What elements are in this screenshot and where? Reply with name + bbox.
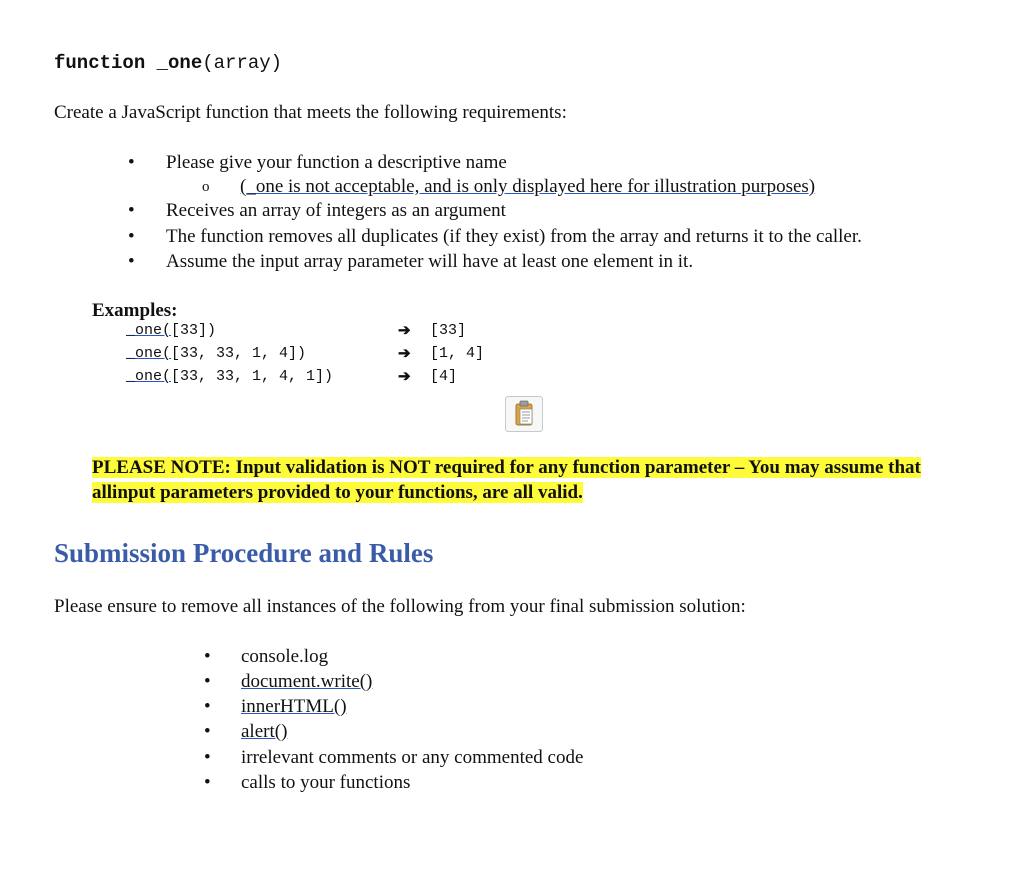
bullet-dot: • xyxy=(128,251,135,272)
example-args: [33, 33, 1, 4]) xyxy=(171,345,307,362)
bullet-dot: • xyxy=(204,747,211,768)
function-signature xyxy=(54,52,282,74)
clipboard-icon[interactable] xyxy=(505,396,543,432)
remove-item-text: alert() xyxy=(241,721,288,742)
arrow-icon: ➔ xyxy=(398,346,411,362)
remove-item: irrelevant comments or any commented code xyxy=(241,747,584,768)
arrow-icon: ➔ xyxy=(398,369,411,385)
example-fn: _one( xyxy=(126,345,172,362)
bullet-dot: • xyxy=(204,696,211,717)
input-validation-note xyxy=(92,455,1002,505)
requirement-item: The function removes all duplicates (if they exist) from the array and returns it to the caller. xyxy=(166,226,862,247)
bullet-dot: • xyxy=(204,721,211,742)
remove-item xyxy=(241,695,347,719)
example-row xyxy=(126,344,306,364)
bullet-dot: • xyxy=(204,671,211,692)
examples-title: Examples: xyxy=(92,300,178,321)
example-row xyxy=(126,321,216,341)
signature-params: (array) xyxy=(202,52,283,74)
example-args: [33]) xyxy=(171,322,217,339)
ensure-text: Please ensure to remove all instances of the following from your final submission solution: xyxy=(54,596,746,617)
bullet-dot: • xyxy=(128,200,135,221)
remove-item: calls to your functions xyxy=(241,772,411,793)
bullet-dot: • xyxy=(204,772,211,793)
bullet-dot: • xyxy=(128,152,135,173)
section-heading: Submission Procedure and Rules xyxy=(54,538,434,568)
note-line-1: PLEASE NOTE: Input validation is NOT required for any function parameter – You may assume that xyxy=(92,457,921,478)
requirement-subitem-text: (_one is not acceptable, and is only displayed here for illustration purposes) xyxy=(240,176,816,197)
example-fn: _one( xyxy=(126,322,172,339)
intro-text: Create a JavaScript function that meets the following requirements: xyxy=(54,102,567,123)
example-result: [33] xyxy=(430,322,467,339)
example-result: [1, 4] xyxy=(430,345,485,362)
signature-keyword: function xyxy=(54,52,146,74)
note-line-2: allinput parameters provided to your functions, are all valid. xyxy=(92,482,583,503)
requirement-subitem xyxy=(240,175,815,199)
requirement-item: Please give your function a descriptive name xyxy=(166,152,507,173)
arrow-icon: ➔ xyxy=(398,323,411,339)
requirement-item: Receives an array of integers as an argument xyxy=(166,200,506,221)
example-args: [33, 33, 1, 4, 1]) xyxy=(171,368,334,385)
bullet-dot: • xyxy=(204,646,211,667)
remove-item-text: innerHTML() xyxy=(241,696,347,717)
remove-item-text: document.write() xyxy=(241,671,373,692)
example-row xyxy=(126,367,333,387)
sub-bullet-dot: o xyxy=(202,179,210,195)
remove-item xyxy=(241,670,372,694)
requirement-item: Assume the input array parameter will have at least one element in it. xyxy=(166,251,694,272)
bullet-dot: • xyxy=(128,226,135,247)
remove-item xyxy=(241,720,287,744)
example-result: [4] xyxy=(430,368,458,385)
example-fn: _one( xyxy=(126,368,172,385)
clipboard-icon-graphic xyxy=(506,397,542,431)
remove-item: console.log xyxy=(241,646,329,667)
signature-name: _one xyxy=(156,52,203,74)
